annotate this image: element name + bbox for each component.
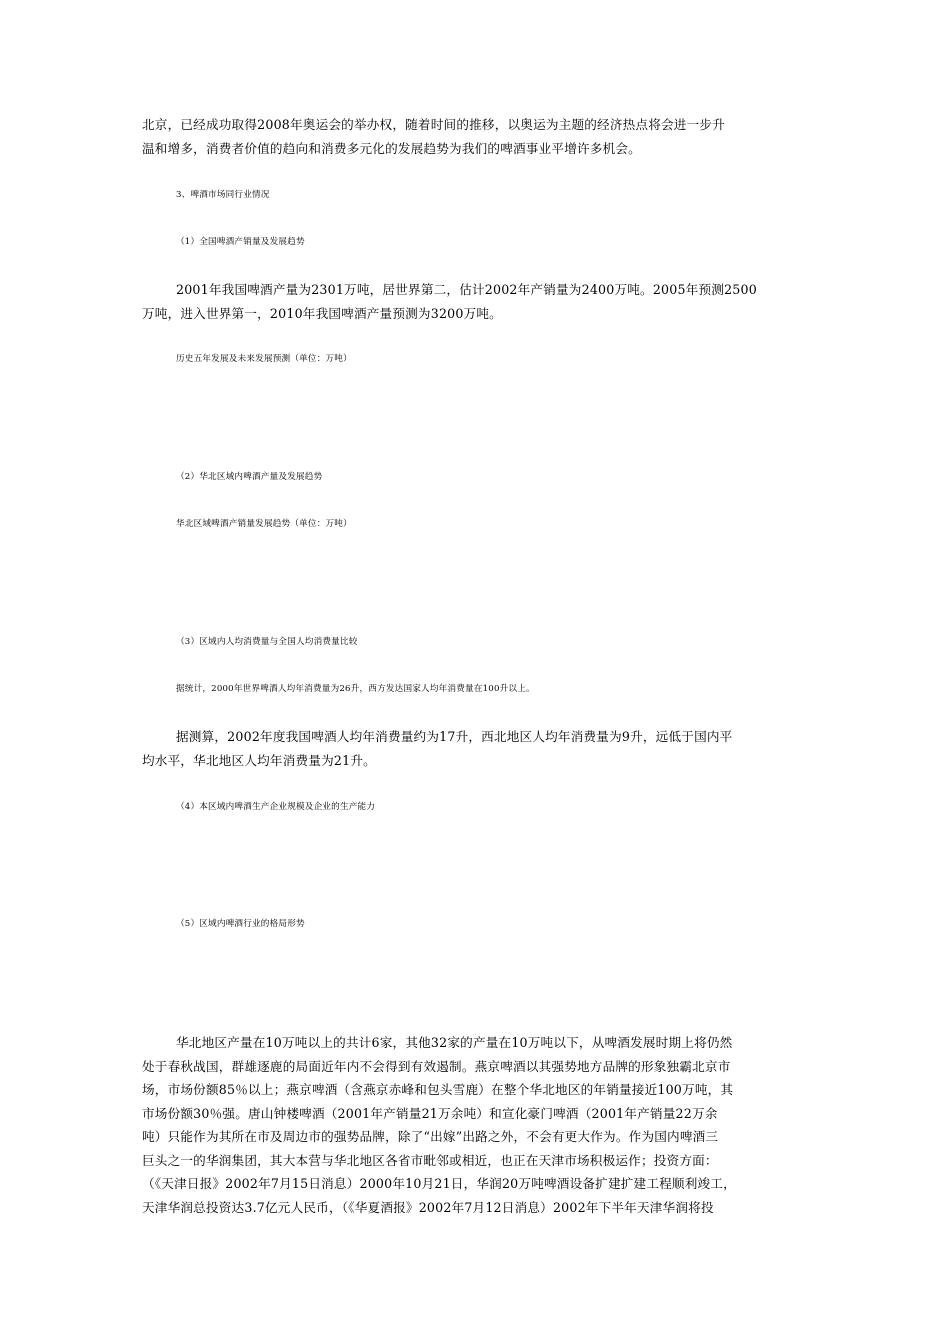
- text-line: 市场份额30％强。唐山钟楼啤酒（2001年产销量21万余吨）和宣化豪门啤酒（2001年产销量22万余: [142, 1105, 718, 1121]
- text-line: （《天津日报》2002年7月15日消息）2000年10月21日，华润20万吨啤酒设备扩建扩建工程顺利竣工，: [142, 1176, 736, 1191]
- subheading-national-production: （1）全国啤酒产销量及发展趋势: [176, 237, 305, 247]
- text-line: 处于春秋战国，群雄逐鹿的局面近年内不会得到有效遏制。燕京啤酒以其强势地方品牌的形象独霸北京市: [142, 1058, 731, 1074]
- text-line: 温和增多，消费者价值的趋向和消费多元化的发展趋势为我们的啤酒事业平增许多机会。: [142, 140, 641, 156]
- text-line: 天津华润总投资达3.7亿元人民币，（《华夏酒报》2002年7月12日消息）2002年下半年天津华润将投: [142, 1199, 714, 1215]
- text-line: 巨头之一的华润集团，其大本营与华北地区各省市毗邻或相近，也正在天津市场积极运作；投资方面：: [142, 1152, 718, 1168]
- paragraph-world-consumption: 据统计，2000年世界啤酒人均年消费量为26升，西方发达国家人均年消费量在100升以上。: [176, 684, 535, 694]
- figure-caption-history: 历史五年发展及未来发展预测（单位：万吨）: [176, 354, 352, 364]
- figure-caption-north-china: 华北区域啤酒产销量发展趋势（单位：万吨）: [176, 519, 352, 529]
- paragraph-national-output: [142, 278, 810, 325]
- text-line: 2001年我国啤酒产量为2301万吨，居世界第二，估计2002年产销量为2400万吨。2005年预测2500: [176, 282, 757, 297]
- paragraph-olympics: [142, 113, 810, 160]
- subheading-industry-landscape: （5）区域内啤酒行业的格局形势: [176, 919, 305, 929]
- text-line: 场，市场份额85％以上；燕京啤酒（含燕京赤峰和包头雪鹿）在整个华北地区的年销量接近100万吨，其: [142, 1082, 734, 1097]
- text-line: 据测算，2002年度我国啤酒人均年消费量约为17升，西北地区人均年消费量为9升，远低于国内平: [176, 729, 733, 744]
- paragraph-domestic-consumption: [142, 725, 810, 772]
- subheading-enterprise-scale: （4）本区域内啤酒生产企业规模及企业的生产能力: [176, 802, 376, 812]
- text-line: 均水平，华北地区人均年消费量为21升。: [142, 752, 376, 768]
- text-line: 北京，已经成功取得2008年奥运会的举办权，随着时间的推移，以奥运为主题的经济热点将会进一步升: [142, 117, 725, 132]
- paragraph-industry-details: [142, 1031, 810, 1219]
- text-line: 吨）只能作为其所在市及周边市的强势品牌，除了“出嫁”出路之外，不会有更大作为。作为国内啤酒三: [142, 1129, 719, 1144]
- text-line: 华北地区产量在10万吨以上的共计6家，其他32家的产量在10万吨以下，从啤酒发展时期上将仍然: [176, 1035, 733, 1050]
- subheading-per-capita: （3）区域内人均消费量与全国人均消费量比较: [176, 637, 358, 647]
- section-heading-3: 3、啤酒市场同行业情况: [176, 190, 270, 200]
- text-line: 万吨，进入世界第一，2010年我国啤酒产量预测为3200万吨。: [142, 305, 502, 321]
- subheading-north-china-production: （2）华北区域内啤酒产量及发展趋势: [176, 472, 323, 482]
